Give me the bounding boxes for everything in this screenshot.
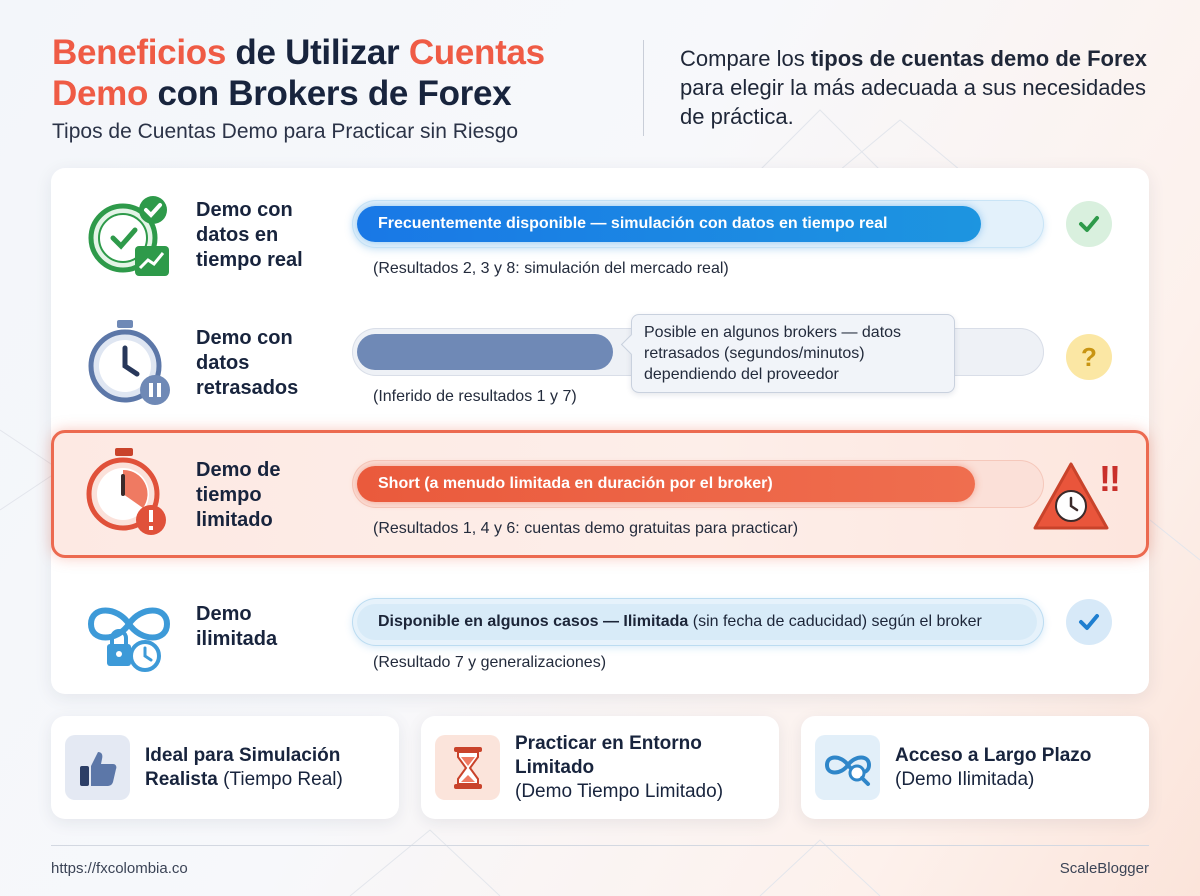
card-text xyxy=(515,732,779,804)
card-text xyxy=(895,744,1091,792)
card-text-normal: (Tiempo Real) xyxy=(217,769,343,790)
row-label: Demo con datos retrasados xyxy=(196,327,299,399)
thumbs-up-icon xyxy=(65,735,130,800)
clock-chart-check-icon xyxy=(83,190,175,282)
page-title xyxy=(52,32,632,114)
question-icon xyxy=(1066,334,1112,380)
footer-divider xyxy=(51,845,1149,846)
row-label: Demo de tiempo limitado xyxy=(196,459,281,531)
header-divider xyxy=(643,40,644,136)
benefit-card-long-term xyxy=(801,716,1149,819)
availability-bar xyxy=(352,200,1044,248)
footer-brand: ScaleBlogger xyxy=(1059,860,1149,877)
availability-fill xyxy=(357,334,613,370)
source-note: (Resultado 7 y generalizaciones) xyxy=(373,654,607,671)
title-text-1: de Utilizar xyxy=(226,33,409,72)
title-highlight-benefits: Beneficios xyxy=(52,33,226,72)
alarm-clock-alert-icon xyxy=(83,446,175,538)
check-icon xyxy=(1066,201,1112,247)
intro-text xyxy=(680,44,1150,131)
bar-text xyxy=(378,598,982,646)
intro-bold: tipos de cuentas demo de Forex xyxy=(810,46,1148,71)
intro-text-2: para elegir la más adecuada a sus necesidades de práctica. xyxy=(680,75,1146,129)
source-note: (Resultados 2, 3 y 8: simulación del mercado real) xyxy=(373,260,729,277)
card-text-normal: (Demo Tiempo Limitado) xyxy=(515,781,724,802)
row-delayed-demo xyxy=(51,312,1149,422)
availability-tooltip: Posible en algunos brokers — datos retrasados (segundos/minutos) dependiendo del proveedor xyxy=(631,314,955,393)
title-highlight-demo: Cuentas Demo xyxy=(52,33,545,113)
card-text-normal: (Demo Ilimitada) xyxy=(895,769,1035,790)
row-limited-time-demo xyxy=(51,430,1149,558)
card-text-bold: Practicar en Entorno Limitado xyxy=(515,733,702,778)
question-mark: ? xyxy=(1081,341,1097,372)
alert-marks: !! xyxy=(1099,458,1119,499)
bar-text: Frecuentemente disponible — simulación con datos en tiempo real xyxy=(378,215,888,232)
infinity-search-icon xyxy=(815,735,880,800)
check-icon xyxy=(1066,599,1112,645)
row-real-time-demo xyxy=(51,184,1149,294)
source-note: (Resultados 1, 4 y 6: cuentas demo gratuitas para practicar) xyxy=(373,520,799,537)
availability-bar xyxy=(352,460,1044,508)
availability-bar xyxy=(352,598,1044,646)
footer-url-link[interactable]: https://fxcolombia.co xyxy=(51,860,188,877)
bar-text-bold: Disponible en algunos casos — Ilimitada xyxy=(378,613,689,630)
hourglass-icon xyxy=(435,735,500,800)
title-text-2: con Brokers de Forex xyxy=(148,74,512,113)
row-label: Demo ilimitada xyxy=(196,603,278,650)
stopwatch-pause-icon xyxy=(83,316,175,408)
card-text-bold: Ideal para Simulación Realista xyxy=(145,745,341,790)
benefit-card-limited xyxy=(421,716,779,819)
bar-text: Short (a menudo limitada en duración por el broker) xyxy=(378,475,773,492)
card-text-bold: Acceso a Largo Plazo xyxy=(895,745,1092,766)
source-note: (Inferido de resultados 1 y 7) xyxy=(373,388,577,405)
benefit-card-realistic xyxy=(51,716,399,819)
page-subtitle: Tipos de Cuentas Demo para Practicar sin Riesgo xyxy=(52,120,519,143)
bar-text-normal: (sin fecha de caducidad) según el broker xyxy=(688,613,982,630)
row-unlimited-demo xyxy=(51,596,1149,686)
infinity-lock-icon xyxy=(83,594,175,686)
card-text xyxy=(145,744,399,792)
intro-text-1: Compare los xyxy=(680,46,811,71)
row-label: Demo con datos en tiempo real xyxy=(196,199,303,271)
